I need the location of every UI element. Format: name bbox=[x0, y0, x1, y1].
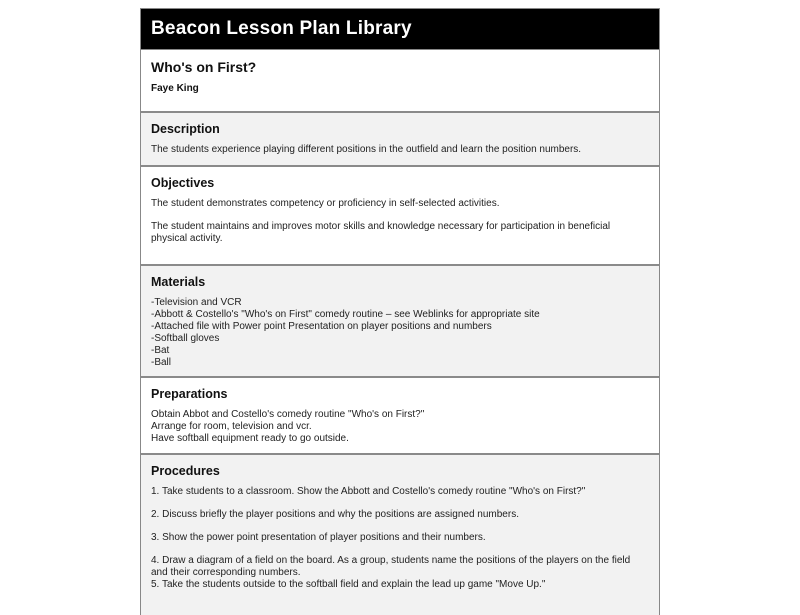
objective-item: The student maintains and improves motor skills and knowledge necessary for participation in beneficial physical activity. bbox=[151, 221, 611, 244]
procedure-step: 1. Take students to a classroom. Show the Abbott and Costello's comedy routine "Who's on First?" bbox=[151, 486, 586, 497]
site-banner bbox=[140, 8, 660, 50]
material-item: -Ball bbox=[151, 357, 172, 368]
objective-item: The student demonstrates competency or proficiency in self-selected activities. bbox=[151, 198, 500, 209]
procedure-step: 3. Show the power point presentation of player positions and their numbers. bbox=[151, 532, 486, 543]
section-heading: Objectives bbox=[151, 176, 215, 190]
lesson-plan-page bbox=[140, 8, 660, 615]
section-heading: Description bbox=[151, 122, 220, 136]
material-item: -Softball gloves bbox=[151, 333, 220, 344]
material-item: -Attached file with Power point Presentation on player positions and numbers bbox=[151, 321, 492, 332]
preparation-item: Have softball equipment ready to go outside. bbox=[151, 433, 349, 444]
preparation-item: Arrange for room, television and vcr. bbox=[151, 421, 312, 432]
material-item: -Bat bbox=[151, 345, 170, 356]
section-materials bbox=[140, 266, 660, 378]
material-item: -Abbott & Costello's "Who's on First" comedy routine – see Weblinks for appropriate site bbox=[151, 309, 540, 320]
procedure-step: 2. Discuss briefly the player positions and why the positions are assigned numbers. bbox=[151, 509, 519, 520]
section-heading: Materials bbox=[151, 275, 206, 289]
section-heading: Procedures bbox=[151, 464, 220, 478]
description-text: The students experience playing different positions in the outfield and learn the position numbers. bbox=[151, 144, 582, 155]
section-procedures bbox=[140, 455, 660, 615]
procedure-step: 4. Draw a diagram of a field on the board. As a group, students name the positions of the players on the field and their corresponding numbers. bbox=[151, 555, 631, 578]
section-description bbox=[140, 113, 660, 167]
lesson-header bbox=[140, 50, 660, 113]
lesson-author: Faye King bbox=[151, 83, 199, 94]
preparation-item: Obtain Abbot and Costello's comedy routine "Who's on First?" bbox=[151, 409, 425, 420]
material-item: -Television and VCR bbox=[151, 297, 242, 308]
section-heading: Preparations bbox=[151, 387, 228, 401]
lesson-title: Who's on First? bbox=[151, 59, 257, 75]
section-preparations bbox=[140, 378, 660, 455]
site-title: Beacon Lesson Plan Library bbox=[151, 18, 412, 39]
section-objectives bbox=[140, 167, 660, 266]
procedure-step: 5. Take the students outside to the softball field and explain the lead up game "Move Up." bbox=[151, 579, 546, 590]
